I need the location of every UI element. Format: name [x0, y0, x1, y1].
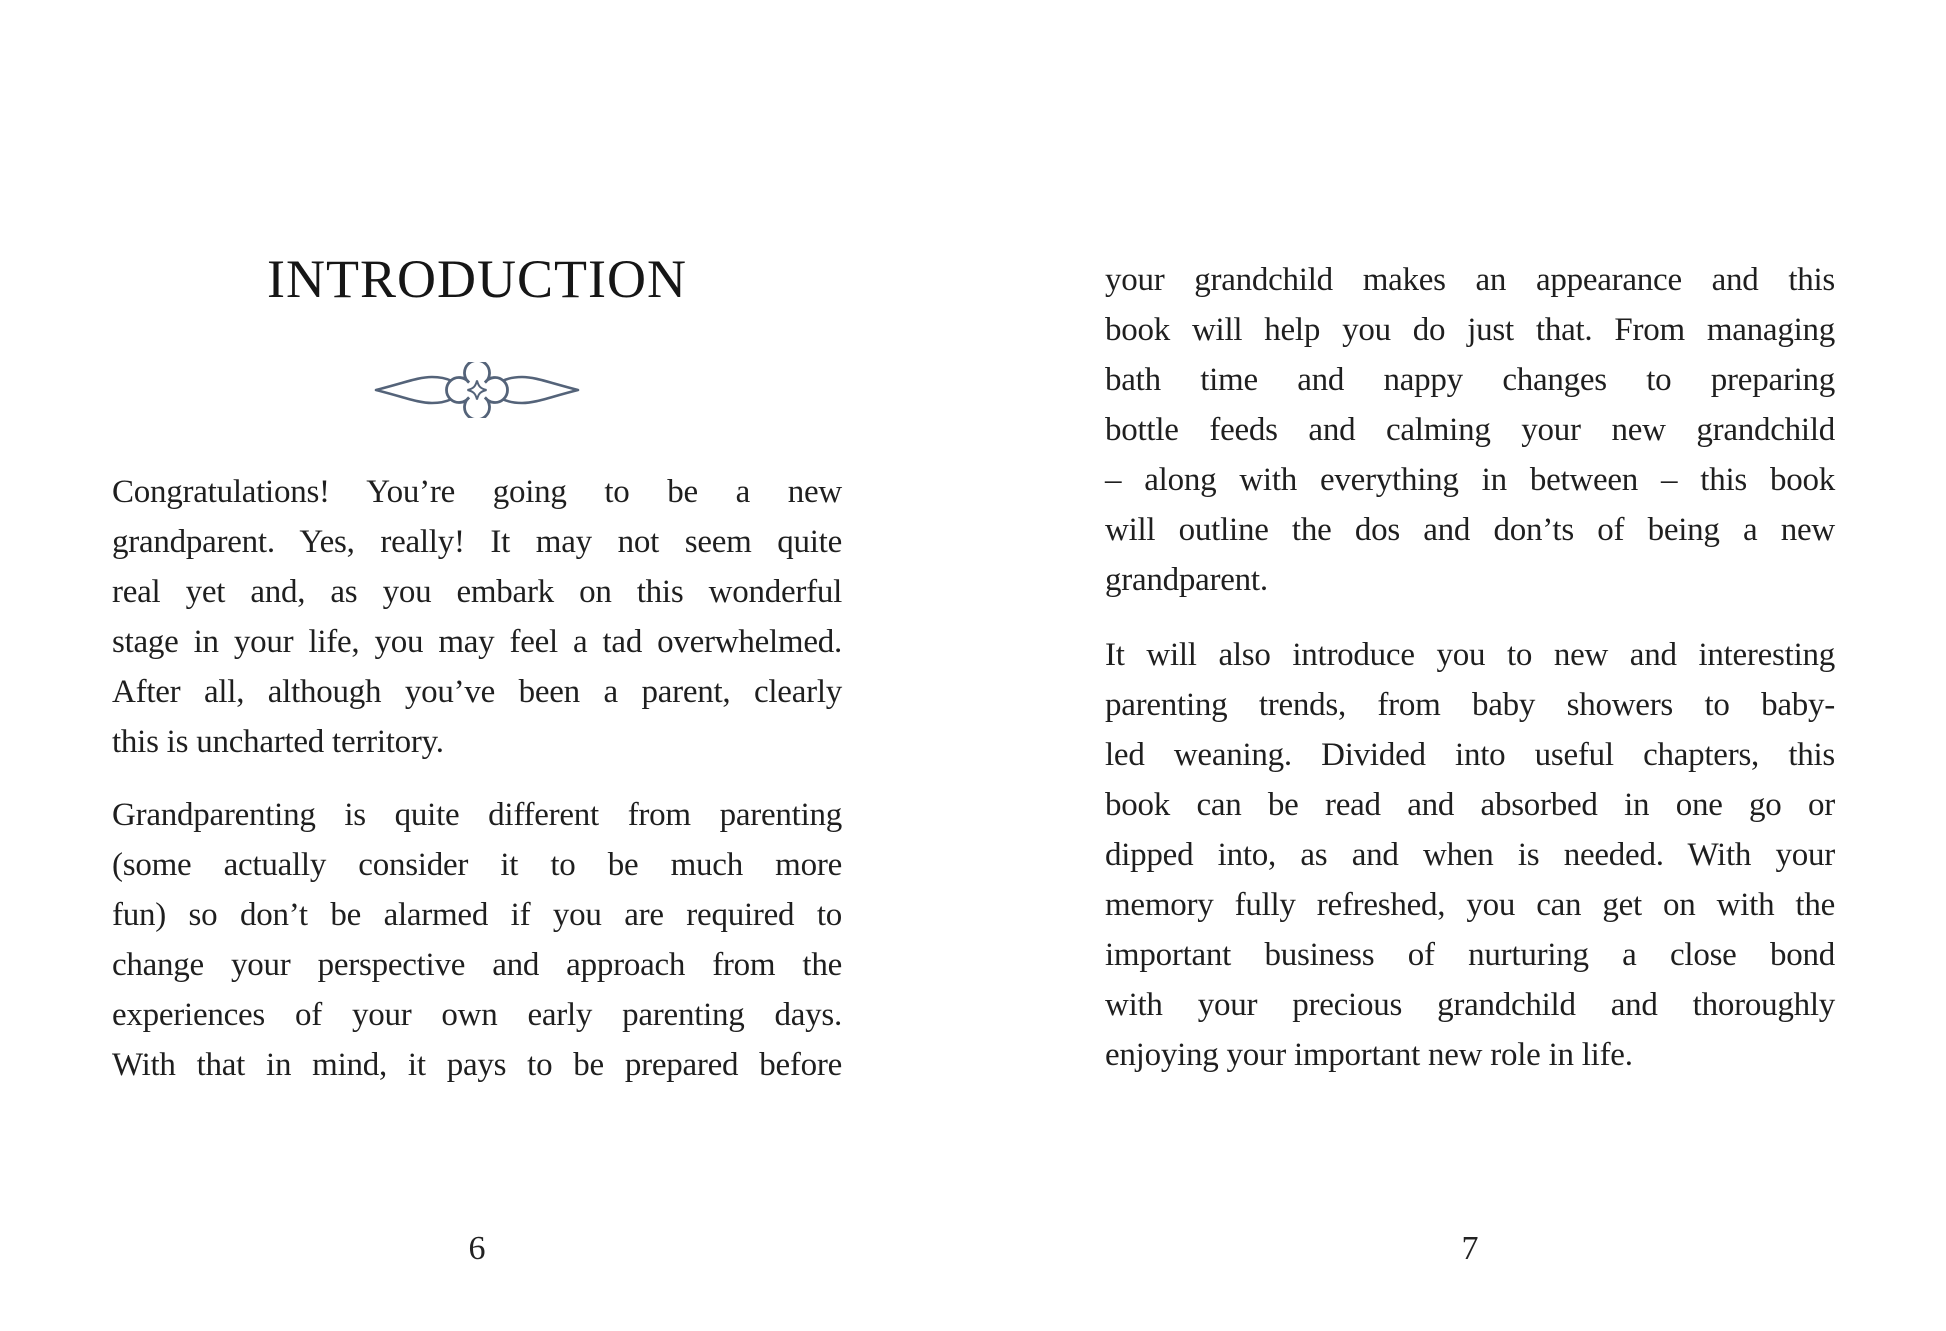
text-line: After all, although you’ve been a parent, clearly [112, 674, 842, 710]
text-line: book will help you do just that. From managing [1105, 312, 1835, 348]
text-line: change your perspective and approach from the [112, 947, 842, 983]
text-line: grandparent. Yes, really! It may not seem quite [112, 524, 842, 560]
text-line: experiences of your own early parenting days. [112, 997, 842, 1033]
text-line: stage in your life, you may feel a tad overwhelmed. [112, 624, 842, 660]
ornament-wrap [112, 362, 842, 418]
text-line: grandparent. [1105, 562, 1268, 598]
text-line: (some actually consider it to be much more [112, 847, 842, 883]
fleuron-divider-icon [374, 362, 580, 418]
page-number-left: 6 [468, 1230, 486, 1267]
text-line: bath time and nappy changes to preparing [1105, 362, 1835, 398]
text-line: bottle feeds and calming your new grandchild [1105, 412, 1835, 448]
text-line: fun) so don’t be alarmed if you are required to [112, 897, 842, 933]
text-line: memory fully refreshed, you can get on with the [1105, 887, 1835, 923]
text-line: book can be read and absorbed in one go or [1105, 787, 1835, 823]
text-line: will outline the dos and don’ts of being a new [1105, 512, 1835, 548]
text-line: enjoying your important new role in life. [1105, 1037, 1633, 1073]
paragraph [112, 467, 842, 767]
chapter-title: INTRODUCTION [267, 249, 687, 309]
left-page [112, 0, 842, 1331]
text-line: dipped into, as and when is needed. With your [1105, 837, 1835, 873]
text-line: It will also introduce you to new and interesting [1105, 637, 1835, 673]
page-number-right: 7 [1461, 1230, 1479, 1267]
text-line: important business of nurturing a close bond [1105, 937, 1835, 973]
paragraph [112, 790, 842, 1090]
text-line: real yet and, as you embark on this wonderful [112, 574, 842, 610]
text-line: Congratulations! You’re going to be a new [112, 474, 842, 510]
text-line: parenting trends, from baby showers to baby- [1105, 687, 1835, 723]
text-line: your grandchild makes an appearance and this [1105, 262, 1835, 298]
text-line: Grandparenting is quite different from parenting [112, 797, 842, 833]
right-page [1105, 0, 1835, 1331]
text-line: this is uncharted territory. [112, 724, 444, 760]
text-line: With that in mind, it pays to be prepared before [112, 1047, 842, 1083]
paragraph [1105, 255, 1835, 605]
text-line: – along with everything in between – this book [1105, 462, 1835, 498]
text-line: with your precious grandchild and thoroughly [1105, 987, 1835, 1023]
paragraph [1105, 630, 1835, 1080]
text-line: led weaning. Divided into useful chapters, this [1105, 737, 1835, 773]
